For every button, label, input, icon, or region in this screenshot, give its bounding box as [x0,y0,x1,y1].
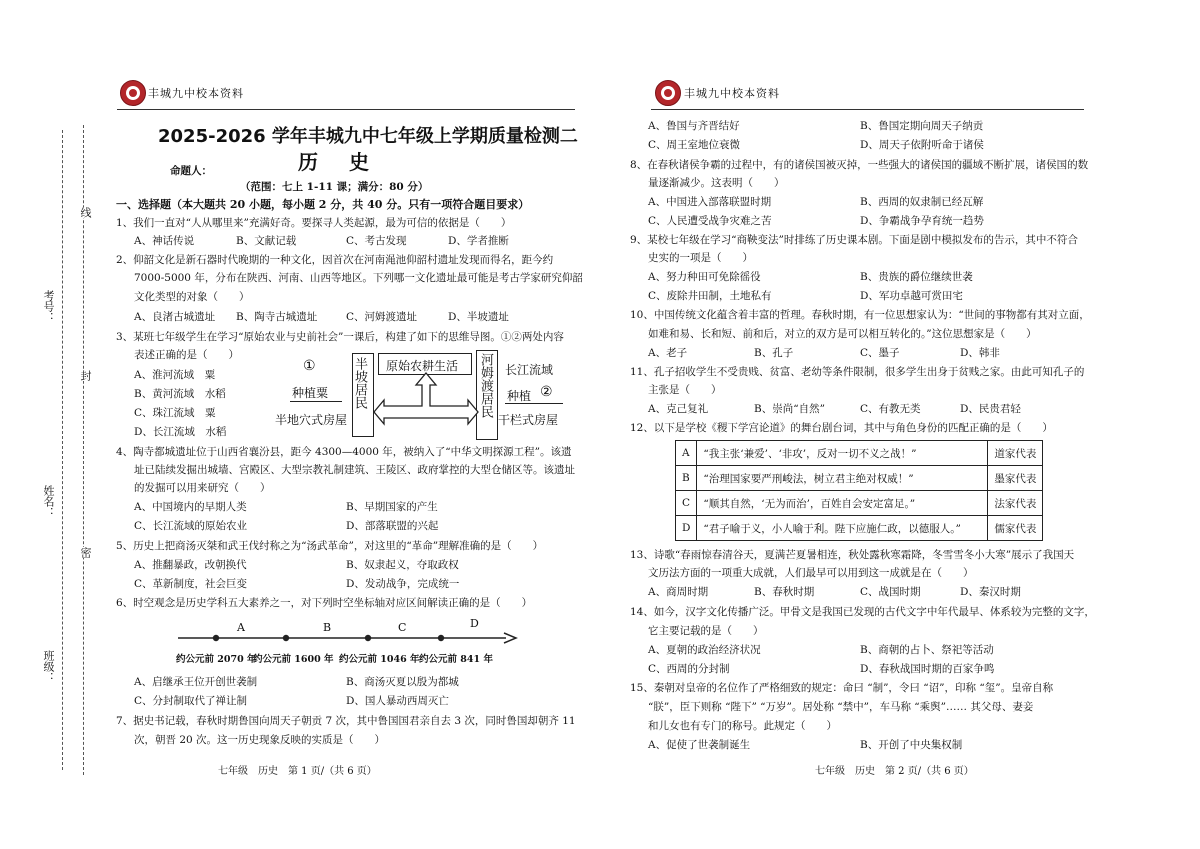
table-row[interactable] [676,516,1043,541]
q15-stem-line3: 和儿女也有专门的称号。此规定（ ） [648,720,837,732]
q8-option-b[interactable]: B、西周的奴隶制已经瓦解 [860,196,984,208]
table-row[interactable] [676,466,1043,491]
q13-stem-line1: 13、诗歌“春雨惊春清谷天，夏满芒夏暑相连，秋处露秋寒霜降，冬雪雪冬小大寒”展示了我国天 [630,549,1075,561]
map-label-banpo: 半坡居民 [352,357,367,409]
row-key: D [676,516,697,541]
q2-stem-line1: 2、仰韶文化是新石器时代晚期的一种文化，因首次在河南渑池仰韶村遗址发现而得名，距今约 [116,254,554,266]
q13-option-c[interactable]: C、战国时期 [860,586,921,598]
map-house-left: 半地穴式房屋 [275,413,348,427]
q4-stem-line2: 址已陆续发掘出城墙、宫殿区、大型宗教礼制建筑、王陵区、政府掌控的大型仓储区等。该遗址 [134,464,575,476]
author-label: 命题人： [170,165,212,177]
row-key: B [676,466,697,491]
row-quote: “治理国家要严刑峻法，树立君主绝对权威！” [697,466,988,491]
class-label: 班级： [42,650,55,683]
q11-stem-line1: 11、孔子招收学生不受贵贱、贫富、老幼等条件限制，很多学生出身于贫贱之家。由此可知孔子的 [630,366,1085,378]
line-mark: 线 [79,207,92,218]
q8-stem-line2: 量逐渐减少。这表明（ ） [648,177,785,189]
q7-stem-line2: 次，朝晋 20 次。这一历史现象反映的实质是（ ） [134,734,386,746]
q15-option-b[interactable]: B、开创了中央集权制 [860,739,963,751]
timeline-date-4: 约公元前 841 年 [419,654,493,665]
q10-option-c[interactable]: C、墨子 [860,347,900,359]
row-key: C [676,491,697,516]
exam-scope: （范围：七上 1-11 课；满分：80 分） [240,181,429,193]
q5-option-c[interactable]: C、革新制度，社会巨变 [134,578,248,590]
timeline-date-1: 约公元前 2070 年 [176,654,257,665]
q2-option-b[interactable]: B、陶寺古城遗址 [236,311,318,323]
q13-option-d[interactable]: D、秦汉时期 [960,586,1021,598]
table-row[interactable] [676,491,1043,516]
row-role: 儒家代表 [988,516,1043,541]
q3-stem-line1: 3、某班七年级学生在学习“原始农业与史前社会”一课后，构建了如下的思维导图。①②两处内容 [116,331,564,343]
q2-stem-line2: 7000-5000 年，分布在陕西、河南、山西等地区。下列哪一文化遗址最可能是考古学家研究仰韶 [134,272,583,284]
row-quote: “顺其自然，‘无为而治’，百姓自会安定富足。” [697,491,988,516]
q3-option-c[interactable]: C、珠江流域 粟 [134,407,216,419]
q14-stem-line1: 14、如今，汉字文化传播广泛。甲骨文是我国已发现的古代文字中年代最早、体系较为完整的文字， [630,606,1095,618]
name-label: 姓名： [42,485,55,518]
q13-option-a[interactable]: A、商周时期 [648,586,709,598]
map-circle-1: ① [303,358,316,374]
q3-stem-line2: 表述正确的是（ ） [134,349,239,361]
q11-stem-line2: 主张是（ ） [648,384,722,396]
q6-option-d[interactable]: D、国人暴动西周灭亡 [346,695,449,707]
map-underline-right [505,403,563,404]
q5-option-b[interactable]: B、奴隶起义，夺取政权 [346,559,459,571]
timeline-label-a: A [237,621,245,634]
q8-option-d[interactable]: D、争霸战争孕育统一趋势 [860,215,984,227]
q2-option-c[interactable]: C、河姆渡遗址 [346,311,418,323]
q7-stem-line1: 7、据史书记载，春秋时期鲁国向周天子朝贡 7 次，其中鲁国国君亲自去 3 次，同时鲁国却朝齐 11 [116,715,576,727]
q13-option-b[interactable]: B、春秋时期 [754,586,815,598]
q9-stem-line2: 史实的一项是（ ） [648,252,753,264]
q9-option-d[interactable]: D、军功卓越可赏田宅 [860,290,963,302]
q6-stem: 6、时空观念是历史学科五大素养之一，对下列时空坐标轴对应区间解读正确的是（ ） [116,597,533,609]
q2-option-a[interactable]: A、良渚古城遗址 [134,311,216,323]
q15-stem-line1: 15、秦朝对皇帝的名位作了严格细致的规定：命曰 “制”，令曰 “诏”，印称 “玺”。皇帝自称 [630,682,1054,694]
q7-option-c[interactable]: C、周王室地位衰微 [648,139,741,151]
q14-option-c[interactable]: C、西周的分封制 [648,663,730,675]
exam-number-label: 考号： [42,290,55,323]
table-row[interactable] [676,441,1043,466]
q15-option-a[interactable]: A、促使了世袭制诞生 [648,739,751,751]
exam-title: 2025-2026 学年丰城九中七年级上学期质量检测二 [158,126,578,147]
q11-option-c[interactable]: C、有教无类 [860,403,921,415]
q4-option-a[interactable]: A、中国境内的早期人类 [134,501,247,513]
row-quote: “君子喻于义，小人喻于利。陛下应施仁政，以德服人。” [697,516,988,541]
q1-option-d[interactable]: D、学者推断 [448,235,509,247]
q10-option-d[interactable]: D、韩非 [960,347,1000,359]
q8-stem-line1: 8、在春秋诸侯争霸的过程中，有的诸侯国被灭掉，一些强大的诸侯国的疆域不断扩展，诸侯国的数 [630,159,1089,171]
q8-option-a[interactable]: A、中国进入部落联盟时期 [648,196,772,208]
q12-stem: 12、以下是学校《稷下学宫论道》的舞台剧台词，其中与角色身份的匹配正确的是（ ） [630,422,1053,434]
q4-stem-line3: 的发掘可以用来研究（ ） [134,482,271,494]
q4-option-c[interactable]: C、长江流域的原始农业 [134,520,248,532]
q7-option-b[interactable]: B、鲁国定期向周天子纳贡 [860,120,984,132]
row-role: 墨家代表 [988,466,1043,491]
q6-option-c[interactable]: C、分封制取代了禅让制 [134,695,248,707]
q6-option-a[interactable]: A、启继承王位开创世袭制 [134,676,258,688]
q2-stem-line3: 文化类型的对象（ ） [134,291,250,303]
q4-stem-line1: 4、陶寺都城遗址位于山西省襄汾县，距今 4300—4000 年，被纳入了“中华文明探源工程”。该遗 [116,446,572,458]
q9-option-b[interactable]: B、贵族的爵位继续世袭 [860,271,973,283]
q1-option-c[interactable]: C、考古发现 [346,235,407,247]
q4-option-b[interactable]: B、早期国家的产生 [346,501,438,513]
map-underline-left [290,401,342,402]
timeline-label-c: C [398,621,407,634]
map-crop-right: 种植 [507,389,532,403]
q1-option-a[interactable]: A、神话传说 [134,235,195,247]
q8-option-c[interactable]: C、人民遭受战争灾难之苦 [648,215,772,227]
q11-option-b[interactable]: B、崇尚“自然” [754,403,825,415]
q6-option-b[interactable]: B、商汤灭夏以殷为都城 [346,676,459,688]
header-rule [651,109,1084,110]
q7-option-a[interactable]: A、鲁国与齐晋结好 [648,120,740,132]
q12-table [675,440,1043,541]
q5-stem: 5、历史上把商汤灭桀和武王伐纣称之为“汤武革命”，对这里的“革命”理解准确的是（ ） [116,540,544,552]
q10-option-a[interactable]: A、老子 [648,347,688,359]
q10-stem-line1: 10、中国传统文化蕴含着丰富的哲理。春秋时期，有一位思想家认为：“世间的事物都有其对立面， [630,309,1090,321]
q13-stem-line2: 文历法方面的一项重大成就，人们最早可以用到这一成就是在（ ） [648,567,974,579]
q2-option-d[interactable]: D、半坡遗址 [448,311,509,323]
timeline-axis [176,630,521,646]
map-arrows [372,370,480,435]
school-logo-icon [655,80,681,106]
timeline-label-d: D [470,617,479,630]
q11-option-a[interactable]: A、克己复礼 [648,403,709,415]
row-role: 法家代表 [988,491,1043,516]
map-label-hemudu: 河姆渡居民 [478,353,493,418]
q14-option-b[interactable]: B、商朝的占卜、祭祀等活动 [860,644,994,656]
subject-title: 历 史 [298,150,381,174]
binding-line-outer [62,130,63,770]
q9-stem-line1: 9、某校七年级在学习“商鞅变法”时排练了历史课本剧。下面是剧中模拟发布的告示，其中不符合 [630,234,1078,246]
school-name: 丰城九中校本资料 [684,87,780,100]
row-key: A [676,441,697,466]
q9-option-c[interactable]: C、废除井田制，土地私有 [648,290,772,302]
q3-option-d[interactable]: D、长江流域 水稻 [134,426,227,438]
school-name: 丰城九中校本资料 [148,87,244,100]
q14-option-a[interactable]: A、夏朝的政治经济状况 [648,644,761,656]
page2-footer: 七年级 历史 第 2 页/（共 6 页） [815,766,974,777]
secret-mark: 密 [79,547,92,558]
q15-stem-line2: “朕”，臣下则称 “陛下” “万岁”。居处称 “禁中”，车马称 “乘舆”…… 其父母、妻妾 [648,701,1034,713]
q11-option-d[interactable]: D、民贵君轻 [960,403,1021,415]
header-rule [117,109,575,110]
row-quote: “我主张‘兼爱’、‘非攻’，反对一切不义之战！” [697,441,988,466]
timeline-label-b: B [323,621,332,634]
q1-stem: 1、我们一直对“人从哪里来”充满好奇。要探寻人类起源，最为可信的依据是（ ） [116,217,512,229]
map-crop-left: 种植粟 [292,386,329,400]
q14-stem-line2: 它主要记载的是（ ） [648,625,764,637]
q3-option-b[interactable]: B、黄河流域 水稻 [134,388,226,400]
map-label-center: 原始农耕生活 [386,359,459,373]
q9-option-a[interactable]: A、努力种田可免除徭役 [648,271,761,283]
seal-mark: 封 [79,370,92,381]
school-logo-icon [120,80,146,106]
map-circle-2: ② [540,384,553,400]
q10-stem-line2: 如难和易、长和短、前和后，对立的双方是可以相互转化的。”这位思想家是（ ） [648,328,1037,340]
q3-option-a[interactable]: A、淮河流域 粟 [134,369,216,381]
section-heading: 一、选择题（本大题共 20 小题，每小题 2 分，共 40 分。只有一项符合题目要求） [116,198,530,211]
row-role: 道家代表 [988,441,1043,466]
binding-line-inner [83,125,84,775]
q7-option-d[interactable]: D、周天子依附听命于诸侯 [860,139,984,151]
page1-footer: 七年级 历史 第 1 页/（共 6 页） [218,766,377,777]
q10-option-b[interactable]: B、孔子 [754,347,794,359]
q5-option-d[interactable]: D、发动战争，完成统一 [346,578,460,590]
map-house-right: 干栏式房屋 [498,413,559,427]
q5-option-a[interactable]: A、推翻暴政，改朝换代 [134,559,247,571]
q1-option-b[interactable]: B、文献记载 [236,235,297,247]
q4-option-d[interactable]: D、部落联盟的兴起 [346,520,439,532]
q14-option-d[interactable]: D、春秋战国时期的百家争鸣 [860,663,995,675]
timeline-date-3: 约公元前 1046 年 [339,654,420,665]
map-river-right: 长江流域 [505,363,554,377]
timeline-date-2: 约公元前 1600 年 [253,654,334,665]
